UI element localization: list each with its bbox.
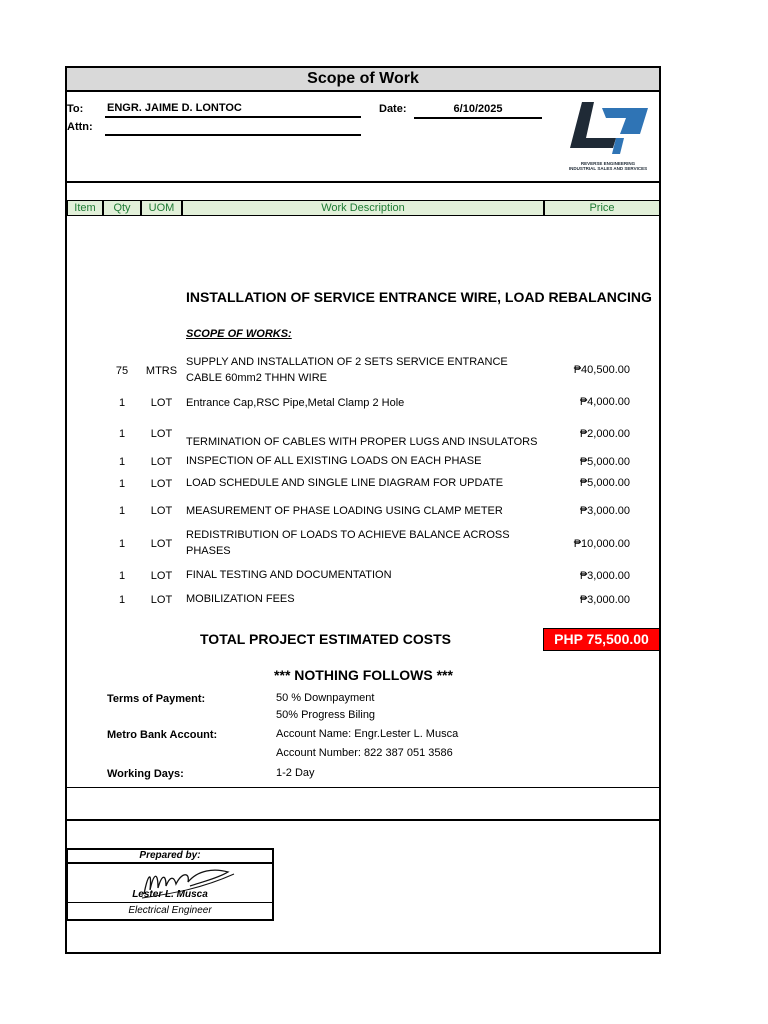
row-price: ₱40,500.00 [573, 364, 630, 376]
row-price: ₱2,000.00 [579, 428, 630, 440]
divider [66, 819, 661, 821]
row-description: INSPECTION OF ALL EXISTING LOADS ON EACH PHASE [186, 455, 482, 467]
prepared-by-label: Prepared by: [139, 850, 201, 861]
divider [66, 902, 274, 903]
row-uom: LOT [150, 538, 173, 550]
row-price: ₱3,000.00 [579, 505, 630, 517]
scope-heading: SCOPE OF WORKS: [186, 328, 292, 340]
company-logo [566, 98, 650, 170]
row-qty: 1 [118, 456, 126, 468]
row-uom: LOT [150, 594, 173, 606]
col-header-description: Work Description [182, 200, 544, 216]
payment-terms-line2: 50% Progress Biling [276, 709, 376, 721]
row-uom: LOT [150, 397, 173, 409]
row-description: Entrance Cap,RSC Pipe,Metal Clamp 2 Hole [186, 397, 405, 409]
logo-text-1: REVERSE ENGINEERING [580, 161, 636, 166]
row-price: ₱3,000.00 [579, 570, 630, 582]
row-description: LOAD SCHEDULE AND SINGLE LINE DIAGRAM FOR UPDATE [186, 477, 504, 489]
logo-mark-icon [566, 98, 650, 156]
row-price: ₱10,000.00 [573, 538, 630, 550]
row-price: ₱5,000.00 [579, 477, 630, 489]
row-uom: LOT [150, 570, 173, 582]
bank-account-name: Account Name: Engr.Lester L. Musca [276, 728, 459, 740]
row-price: ₱5,000.00 [579, 456, 630, 468]
date-underline [414, 117, 542, 119]
page-title: Scope of Work [67, 68, 659, 92]
total-label: TOTAL PROJECT ESTIMATED COSTS [200, 631, 451, 647]
row-description: MEASUREMENT OF PHASE LOADING USING CLAMP METER [186, 505, 503, 517]
signatory-name: Lester L. Musca [132, 889, 208, 900]
signatory-position: Electrical Engineer [128, 905, 212, 916]
divider [66, 181, 661, 183]
attn-label: Attn: [67, 121, 93, 133]
total-value-badge: PHP 75,500.00 [543, 628, 660, 651]
date-value: 6/10/2025 [453, 103, 503, 115]
row-description: SUPPLY AND INSTALLATION OF 2 SETS SERVICE ENTRANCE CABLE 60mm2 THHN WIRE [186, 356, 508, 384]
col-header-item: Item [67, 200, 103, 216]
working-days-label: Working Days: [107, 768, 184, 780]
col-header-price: Price [544, 200, 660, 216]
row-qty: 1 [118, 505, 126, 517]
working-days-value: 1-2 Day [276, 767, 315, 779]
row-qty: 1 [118, 428, 126, 440]
row-qty: 1 [118, 397, 126, 409]
row-uom: LOT [150, 505, 173, 517]
row-qty: 1 [118, 478, 126, 490]
attn-underline [105, 134, 361, 136]
row-qty: 1 [118, 570, 126, 582]
row-uom: LOT [150, 478, 173, 490]
row-qty: 1 [118, 538, 126, 550]
row-qty: 75 [115, 365, 129, 377]
date-label: Date: [379, 103, 407, 115]
payment-terms-line1: 50 % Downpayment [276, 692, 375, 704]
row-qty: 1 [118, 594, 126, 606]
payment-terms-label: Terms of Payment: [107, 693, 206, 705]
row-description: TERMINATION OF CABLES WITH PROPER LUGS AND INSULATORS [186, 436, 538, 448]
to-label: To: [67, 103, 84, 115]
row-description: MOBILIZATION FEES [186, 593, 295, 605]
row-uom: LOT [150, 456, 173, 468]
col-header-uom: UOM [141, 200, 182, 216]
bank-account-label: Metro Bank Account: [107, 729, 218, 741]
row-description: REDISTRIBUTION OF LOADS TO ACHIEVE BALANCE ACROSS PHASES [186, 529, 510, 557]
col-header-qty: Qty [103, 200, 141, 216]
row-description: FINAL TESTING AND DOCUMENTATION [186, 569, 392, 581]
row-price: ₱4,000.00 [579, 396, 630, 408]
to-value: ENGR. JAIME D. LONTOC [107, 102, 242, 114]
divider [66, 787, 661, 788]
row-price: ₱3,000.00 [579, 594, 630, 606]
project-title: INSTALLATION OF SERVICE ENTRANCE WIRE, LOAD REBALANCING [186, 289, 652, 305]
row-uom: LOT [150, 428, 173, 440]
nothing-follows: *** NOTHING FOLLOWS *** [274, 667, 453, 683]
row-uom: MTRS [145, 365, 178, 377]
logo-text-2: INDUSTRIAL SALES AND SERVICES [568, 166, 648, 171]
bank-account-number: Account Number: 822 387 051 3586 [276, 747, 453, 759]
to-underline [105, 116, 361, 118]
